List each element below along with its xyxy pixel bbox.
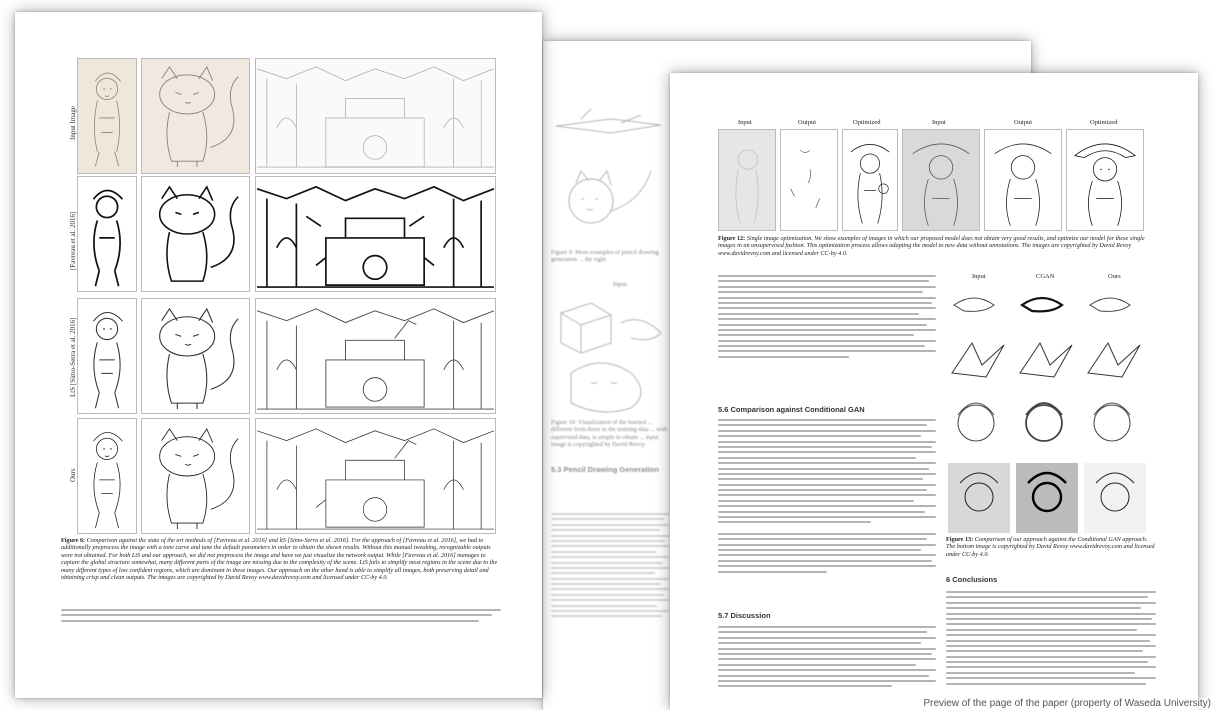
figure-13-label: Figure 13:: [946, 536, 974, 543]
right-body-text-3: [718, 626, 936, 691]
right-body-text-2: [718, 419, 936, 576]
right-body-text-4: [946, 591, 1156, 688]
figure-10-input-label: Input: [613, 281, 627, 288]
ours-result-girl: [77, 418, 137, 534]
lts-result-cat: [141, 298, 250, 414]
figure-10-caption: Figure 10: Visualization of the learned ... different from those in the training data ... with supervised data, is simple to obtain ... input image is copyrighted by David Revoy: [551, 419, 668, 449]
lts-result-girl: [77, 298, 137, 414]
favreau-result-girl: [77, 176, 137, 292]
figure-13-caption: [946, 536, 1156, 558]
fig12-optimized-1: [842, 129, 898, 231]
figure-6-label: Figure 6:: [61, 537, 86, 544]
fig12-input-1: [718, 129, 776, 231]
ours-result-cat: [141, 418, 250, 534]
figure-9-sketches: [551, 101, 671, 251]
ours-result-scene: [255, 418, 496, 534]
row-label-input: Input Image: [69, 105, 77, 140]
body-text-block: [61, 609, 501, 625]
figure-12-label: Figure 12:: [718, 235, 746, 242]
row-label-lts: LtS [Simo-Serra et al. 2016]: [69, 317, 77, 397]
input-sketch-girl: [77, 58, 137, 174]
fig12-output-2: [984, 129, 1062, 231]
lts-result-scene: [255, 298, 496, 414]
paper-page-right: [670, 73, 1198, 710]
section-5-6-heading: 5.6 Comparison against Conditional GAN: [718, 405, 865, 414]
figure-9-caption: Figure 9: More examples of pencil drawing generation ... the right.: [551, 249, 659, 264]
fig12-header-input-2: Input: [932, 119, 946, 126]
figure-12-text: Single image optimization. We show examples of images in which our proposed model does not obtain very good results, and optimize our model for these single images in an unsupervised fashion. This optimization process allows adapting the model to new data without annotations. The images are copyrighted by David Revoy www.davidrevoy.com and licensed under CC-by 4.0.: [718, 235, 1145, 257]
figure-10-sketches: [551, 293, 671, 413]
preview-attribution-note: Preview of the page of the paper (property of Waseda University): [923, 698, 1211, 709]
fig12-optimized-2: [1066, 129, 1144, 231]
figure-13-grid: [946, 283, 1150, 535]
fig13-header-cgan: CGAN: [1036, 273, 1055, 280]
right-body-text-1: [718, 275, 936, 361]
fig12-header-optimized-2: Optimized: [1090, 119, 1118, 126]
fig12-header-output-2: Output: [1014, 119, 1033, 126]
figure-13-text: Comparison of our approach against the Conditional GAN approach. The bottom image is copyrighted by David Revoy www.davidrevoy.com and licensed under CC-by 4.0.: [946, 536, 1155, 558]
favreau-result-scene: [255, 176, 496, 292]
row-label-ours: Ours: [69, 468, 77, 482]
fig13-header-ours: Ours: [1108, 273, 1121, 280]
input-sketch-cat: [141, 58, 250, 174]
section-5-7-heading: 5.7 Discussion: [718, 611, 771, 620]
fig12-header-output-1: Output: [798, 119, 817, 126]
paper-page-left: [15, 12, 542, 698]
fig12-header-input-1: Input: [738, 119, 752, 126]
row-label-favreau: [Favreau et al. 2016]: [69, 211, 77, 270]
fig12-output-1: [780, 129, 838, 231]
section-6-heading: 6 Conclusions: [946, 575, 998, 584]
favreau-result-cat: [141, 176, 250, 292]
fig13-header-input: Input: [972, 273, 986, 280]
section-5-3-heading: 5.3 Pencil Drawing Generation: [551, 465, 659, 474]
figure-6-caption: [61, 537, 501, 612]
figure-6-text: Comparison against the state of the art methods of [Favreau et al. 2016] and ltS [Simo-Serra et al. 2016]. For the approach of [Favreau et al. 2016], we had to additionally preprocess the image with a tone curve and tune the default parameters in order to obtain the shown results. Without this manual tweaking, recognizable outputs were not obtained. For both LtS and our approach, we did not preprocess the image and have we just visualize the network output. While [Favreau et al. 2016] manages to capture the global structure somewhat, many different parts of the image are missing due to the complexity of the scene. LtS fails to simplify most regions in the scene due to the many different types of low confident regions, which are dominant in these images. Our approach on the other hand is able to simplify all images, both preserving detail and obtaining crisp and clean outputs. The images are copyrighted by David Revoy www.davidrevoy.com and licensed under CC-by 4.0.: [61, 537, 498, 582]
fig12-input-2: [902, 129, 980, 231]
figure-12-caption: [718, 235, 1146, 257]
mid-body-text: [551, 513, 669, 621]
input-sketch-scene: [255, 58, 496, 174]
fig12-header-optimized-1: Optimized: [853, 119, 881, 126]
